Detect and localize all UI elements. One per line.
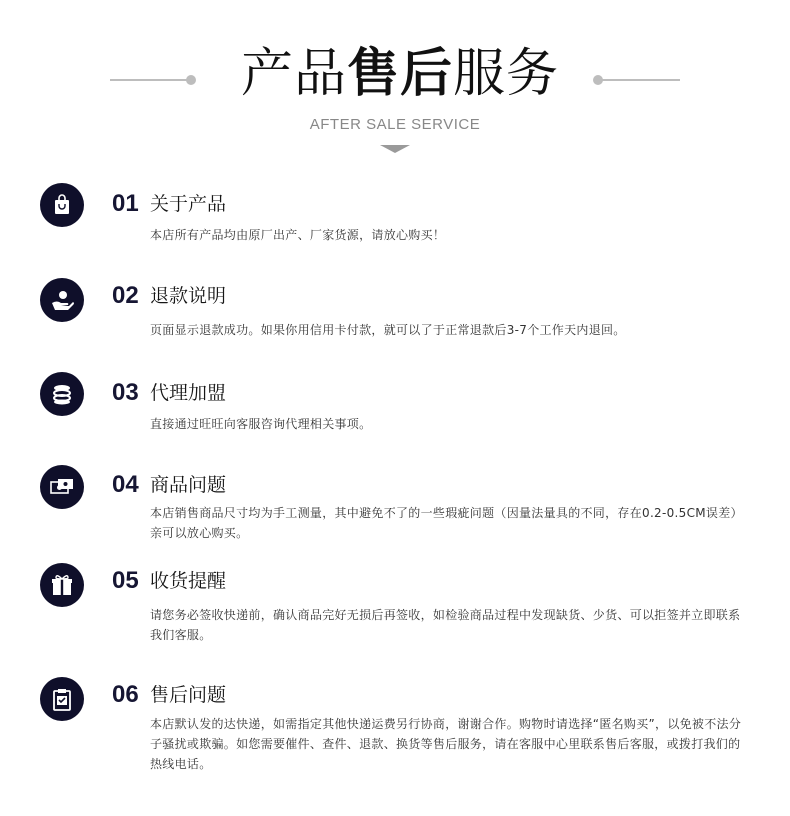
item-description: 本店销售商品尺寸均为手工测量，其中避免不了的一些瑕疵问题（因量法量具的不同，存在0.2-0.5CM误差）亲可以放心购买。	[150, 506, 743, 540]
item-title: 退款说明	[150, 285, 227, 307]
clipboard-check-icon	[40, 677, 84, 721]
title-divider-left	[110, 79, 190, 81]
item-number: 05	[112, 567, 139, 594]
item-description: 本店所有产品均由原厂出产、厂家货源，请放心购买！	[150, 228, 446, 242]
item-title: 收货提醒	[150, 570, 227, 592]
title-part-1: 产品	[240, 44, 347, 104]
item-title: 售后问题	[150, 684, 227, 706]
item-description: 请您务必签收快递前，确认商品完好无损后再签收，如检验商品过程中发现缺货、少货、可以拒签并立即联系我们客服。	[150, 608, 741, 642]
coins-icon	[40, 372, 84, 416]
title-divider-right	[600, 79, 680, 81]
cash-icon	[40, 465, 84, 509]
item-description: 直接通过旺旺向客服咨询代理相关事项。	[150, 417, 372, 431]
item-number: 06	[112, 681, 139, 708]
page-subtitle: AFTER SALE SERVICE	[309, 116, 481, 133]
title-dot-left	[186, 75, 196, 85]
item-description: 本店默认发的达快递，如需指定其他快递运费另行协商，谢谢合作。购物时请选择“匿名购买”，以免被不法分子骚扰或欺骗。如您需要催件、查件、退款、换货等售后服务，请在客服中心里联系售后客服，或拨打我们的热线电话。	[150, 717, 742, 771]
header	[0, 0, 790, 160]
item-number: 03	[112, 379, 139, 406]
item-title: 商品问题	[150, 474, 227, 496]
title-part-bold: 售后	[346, 44, 453, 104]
shopping-bag-icon	[40, 183, 84, 227]
title-part-2: 服务	[453, 44, 560, 104]
page-title	[215, 38, 585, 110]
down-arrow-icon	[380, 145, 410, 153]
item-number: 04	[112, 471, 139, 498]
item-number: 02	[112, 282, 139, 309]
item-description: 页面显示退款成功。如果你用信用卡付款，就可以了于正常退款后3-7个工作天内退回。	[150, 323, 626, 337]
hand-money-icon	[40, 278, 84, 322]
item-title: 关于产品	[150, 193, 227, 215]
item-title: 代理加盟	[150, 382, 227, 404]
item-number: 01	[112, 190, 139, 217]
gift-icon	[40, 563, 84, 607]
